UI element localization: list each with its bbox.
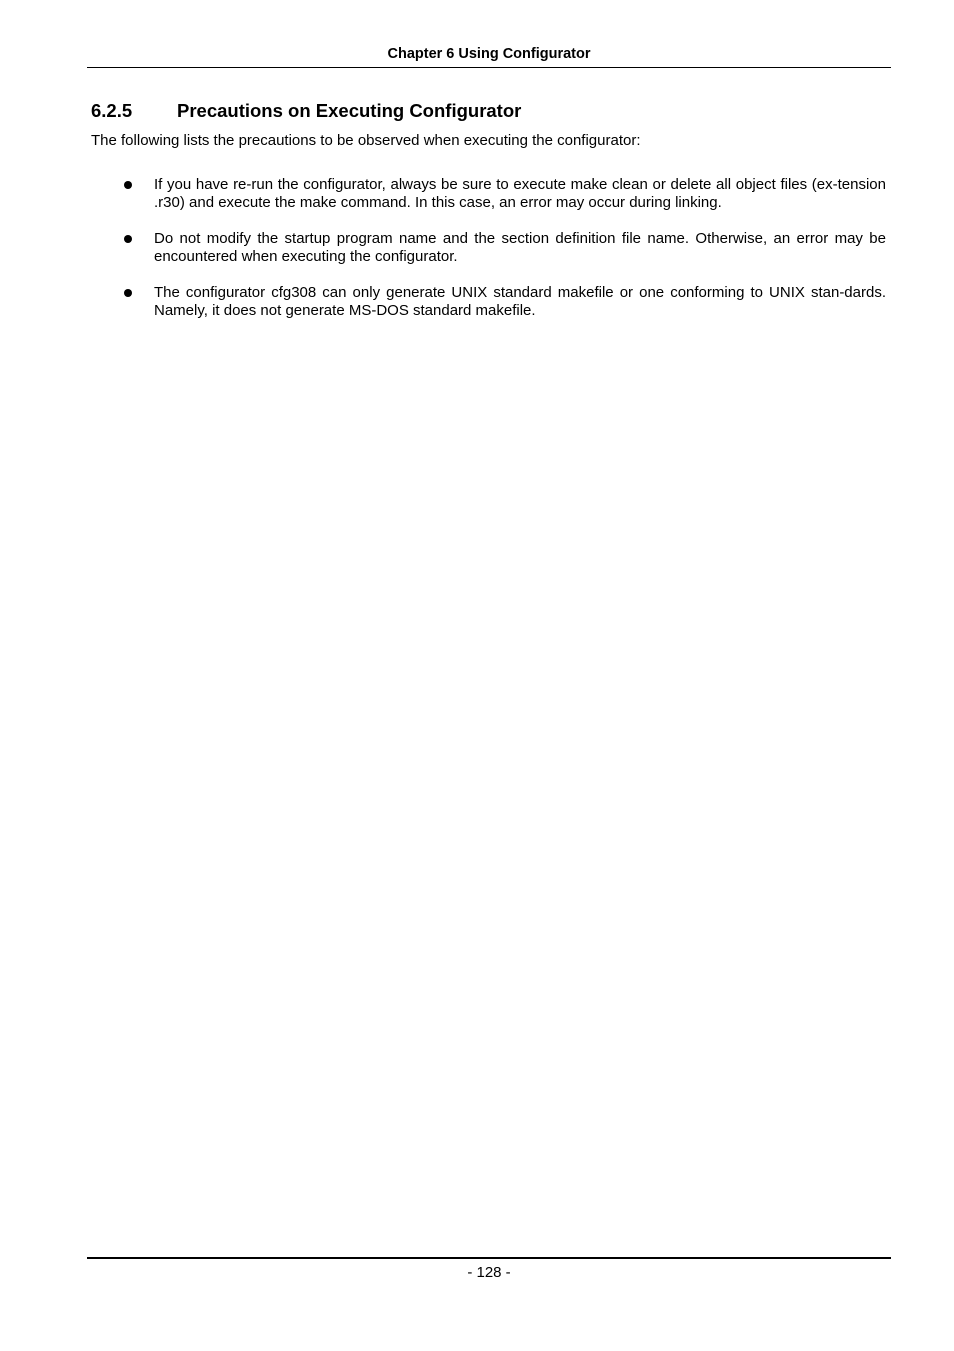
list-item-text: Do not modify the startup program name and the section definition file name. Otherwise, an error may be encountered when executing the configurator. <box>154 230 886 265</box>
section-heading <box>91 99 881 123</box>
footer-rule <box>87 1257 891 1259</box>
list-item <box>91 176 886 212</box>
list-item-text: The configurator cfg308 can only generate UNIX standard makefile or one conforming to UNIX stan-dards. Namely, it does not generate MS-DOS standard makefile. <box>154 284 886 319</box>
list-item <box>91 230 886 266</box>
section-number: 6.2.5 <box>91 100 133 121</box>
bullet-icon <box>124 289 132 297</box>
precautions-list <box>91 176 886 338</box>
list-item <box>91 284 886 320</box>
chapter-title: Chapter 6 Using Configurator <box>387 46 591 62</box>
running-header <box>87 44 891 68</box>
section-title: Precautions on Executing Configurator <box>177 100 522 121</box>
bullet-icon <box>124 235 132 243</box>
intro-paragraph: The following lists the precautions to be observed when executing the configurator: <box>91 132 641 149</box>
page-number: - 128 - <box>467 1264 511 1281</box>
bullet-icon <box>124 181 132 189</box>
list-item-text: If you have re-run the configurator, always be sure to execute make clean or delete all object files (ex-tension .r30) and execute the make command. In this case, an error may occur during linking. <box>154 176 886 211</box>
